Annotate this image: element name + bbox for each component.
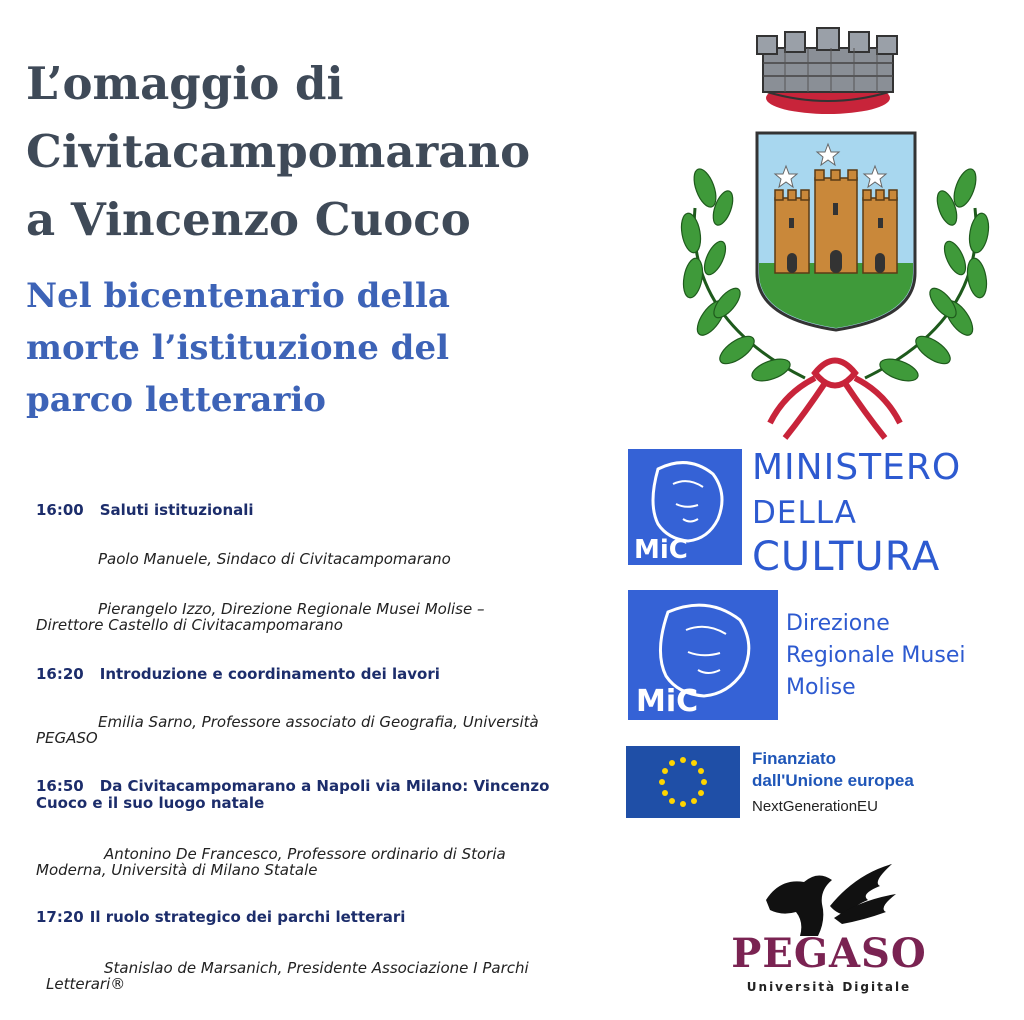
ministry-line: DELLA <box>752 495 857 531</box>
speaker-line: Stanislao de Marsanich, Presidente Associazione I Parchi <box>104 959 529 977</box>
page-subtitle <box>26 270 636 426</box>
next-generation-eu: NextGenerationEU <box>752 798 878 815</box>
mic-logo-regional-icon <box>628 590 778 720</box>
title-line: L’omaggio di <box>26 57 344 110</box>
slot-title: Introduzione e coordinamento dei lavori <box>99 665 440 683</box>
speaker-entry <box>36 601 596 633</box>
speaker-entry <box>46 960 606 992</box>
slot-time: 16:20 <box>36 665 84 683</box>
ribbon-icon <box>770 361 900 439</box>
page-title <box>26 50 666 254</box>
speaker-line: Emilia Sarno, Professore associato di Geografia, Università <box>98 713 539 731</box>
title-line: Civitacampomarano <box>26 125 531 178</box>
slot-time: 17:20 <box>36 908 84 926</box>
shield-icon <box>757 133 915 330</box>
slot-title: Cuoco e il suo luogo natale <box>36 794 265 812</box>
mic-logo-icon <box>628 449 742 565</box>
speaker-entry <box>36 846 596 878</box>
speaker-line: Paolo Manuele, Sindaco di Civitacampomarano <box>98 550 451 568</box>
crown-icon <box>757 28 897 114</box>
regional-line: Regionale Musei <box>786 643 966 668</box>
slot-time: 16:50 <box>36 777 84 795</box>
title-line: a Vincenzo Cuoco <box>26 193 471 246</box>
speaker-line: Antonino De Francesco, Professore ordinario di Storia <box>104 845 506 863</box>
regional-museums-name <box>786 608 965 704</box>
pegaso-name: PEGASO <box>731 930 927 977</box>
subtitle-line: parco letterario <box>26 380 326 420</box>
program-slot <box>36 666 440 683</box>
speaker-line: Letterari® <box>46 975 126 993</box>
regional-line: Direzione <box>786 611 890 636</box>
eu-line: dall'Unione europea <box>752 771 914 790</box>
slot-title: Il ruolo strategico dei parchi letterari <box>89 908 406 926</box>
ministry-name <box>752 446 961 581</box>
slot-title: Saluti istituzionali <box>99 501 254 519</box>
slot-title: Da Civitacampomarano a Napoli via Milano: Vincenzo <box>99 777 550 795</box>
eu-funding-text <box>752 748 1012 792</box>
subtitle-line: Nel bicentenario della <box>26 276 450 316</box>
pegasus-icon <box>760 860 900 940</box>
program-slot <box>36 502 254 519</box>
coat-of-arms-icon <box>675 18 995 443</box>
slot-time: 16:00 <box>36 501 84 519</box>
ministry-line: CULTURA <box>752 534 941 580</box>
speaker-line: Direttore Castello di Civitacampomarano <box>36 616 343 634</box>
speaker-entry <box>36 714 596 746</box>
subtitle-line: morte l’istituzione del <box>26 328 450 368</box>
program-slot <box>36 909 405 926</box>
eu-line: Finanziato <box>752 749 837 768</box>
speaker-entry <box>36 551 596 567</box>
program-slot <box>36 778 576 812</box>
eu-flag-icon <box>626 746 740 818</box>
speaker-line: Moderna, Università di Milano Statale <box>36 861 318 879</box>
mic-mark: MiC <box>636 684 699 719</box>
regional-line: Molise <box>786 675 856 700</box>
ministry-line: MINISTERO <box>752 447 962 488</box>
speaker-line: PEGASO <box>36 729 98 747</box>
mic-mark: MiC <box>634 535 688 565</box>
pegaso-subtitle: Università Digitale <box>746 980 912 994</box>
speaker-line: Pierangelo Izzo, Direzione Regionale Musei Molise – <box>98 600 485 618</box>
